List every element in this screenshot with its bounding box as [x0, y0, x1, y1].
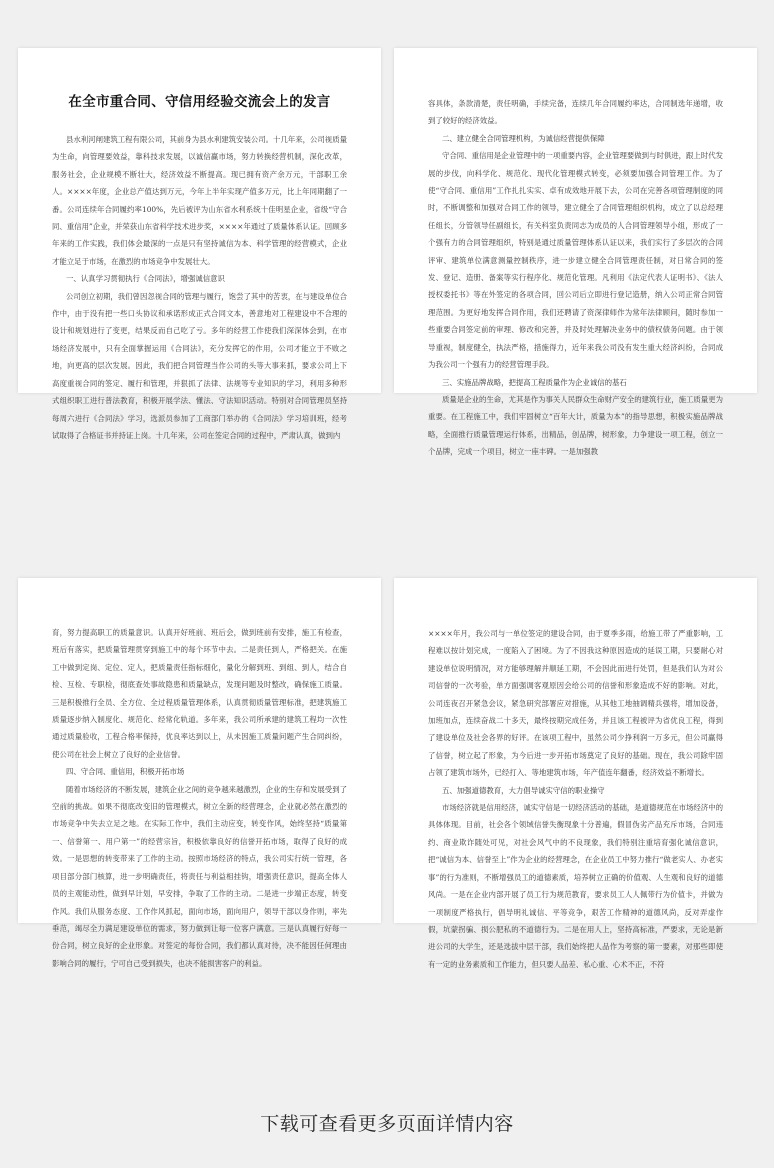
paragraph: 公司创立初期，我们曾因忽视合同的管理与履行，饱尝了其中的苦衷，在与建设单位合作中，由于没有把一些口头协议和承诺形成正式合同文本，善意地对工程建设中不合理的设计和规划进行了变更，结果反而自己吃了亏。多年的经营工作使我们深深体会到，在市场经济发展中，只有全面掌握运用《合同法》，充分发挥它的作用，公司才能立于不败之地，向更高的层次发展。因此，我们把合同管理当作公司的头等大事来抓，要求公司上下高度重视合同的签定、履行和管理，并狠抓了法律、法规等专业知识的学习，利用多种形式组织职工进行普法教育，积极开展学法、懂法、守法知识活动。特别对合同管理员坚持每周六进行《合同法》学习，选派员参加了工商部门举办的《合同法》学习培训班，经考试取得了合格证书并持证上岗。十几年来，公司在签定合同的过程中，严肃认真，做到内 — [52, 291, 347, 440]
section-heading: 一、认真学习贯彻执行《合同法》，增强诚信意识 — [66, 274, 225, 284]
document-page-4 — [394, 578, 757, 969]
paragraph: 市场经济就是信用经济，诚实守信是一切经济活动的基础，是道德规范在市场经济中的具体体现。目前，社会各个领域信誉失衡现象十分普遍，假冒伪劣产品充斥市场，合同违约、商业欺诈随处可见，对社会风气中的不良现象，我们特别注重培育强化诚信意识，把“诚信为本、信誉至上”作为企业的经营理念，在企业员工中努力推行“做老实人、办老实事”的行为准则，不断增强员工的道德素质，培养树立正确的价值观、人生观和良好的道德风尚。一是在企业内部开展了员工行为规范教育，要求员工人人佩带行为价值卡，并做为一项制度严格执行，倡导明礼诚信、平等竞争，艰苦工作精神的道德风尚，反对弄虚作假，坑蒙拐骗、损公肥私的不道德行为。二是在用人上，坚持高标准，严要求，无论是新进公司的大学生，还是选拔中层干部，我们始终把人品作为考察的第一要素，对那些即使有一定的业务素质和工作能力，但只要人品差、私心重、心术不正，不符 — [428, 803, 723, 969]
paragraph: 守合同、重信用是企业管理中的一项重要内容，企业管理要做到与时俱进，跟上时代发展的步伐，向科学化、规范化、现代化管理模式转变，必须要加强合同管理工作。为了使“守合同、重信用”工作扎扎实实、卓有成效地开展下去，公司在完善各项管理制度的同时，不断调整和加强对合同工作的领导，建立健全了合同管理组织机构，成立了以总经理任组长，分管领导任副组长，有关科室负责同志为成员的人合同管理领导小组，形成了一个强有力的合同管理组织，特别是通过质量管理体系认证以来，我们实行了多层次的合同评审、建筑单位满意测量控制秩序，进一步建立健全合同管理责任制，对日常合同的签发、登记、造册、备案等实行程序化、规范化管理。凡利用《法定代表人证明书》、《法人授权委托书》等在外签定的各项合同，回公司后立即进行登记造册，纳入公司正常合同管理范围。为更好地发挥合同作用，我们还聘请了资深律师作为常年法律顾问，随时参加一些重要合同签定前的审理、修改和完善，并及时处理解决业务中的债权债务问题。由于领导重视，制度健全，执法严格，措施得力，近年来我公司没有发生重大经济纠纷，合同成为我公司一个强有力的经营管理手段。 — [428, 151, 723, 370]
section-heading: 三、实施品牌战略，把提高工程质量作为企业诚信的基石 — [442, 377, 627, 387]
document-page-3 — [18, 578, 381, 968]
document-page-2 — [394, 48, 757, 457]
paragraph: 育，努力提高职工的质量意识。认真开好班前、班后会，做到班前有安排，施工有检查，班后有落实，把质量管理贯穿到施工中的每个环节中去。二是责任到人，严格把关。在施工中做到定岗、定位、定人，把质量责任指标细化，量化分解到班、到组、到人，结合自检、互检、专职检，彻底查处事故隐患和质量缺点，发现问题及时整改，确保施工质量。三是积极推行全员、全方位、全过程质量管理体系，认真贯彻质量管理标准，把建筑施工质量逐步纳入制度化、规范化、经常化轨道。多年来，我公司所承建的建筑工程均一次性通过质量验收，工程合格率保持，优良率达到以上，从未因施工质量问题产生合同纠纷，使公司在社会上树立了良好的企业信誉。 — [52, 628, 347, 759]
paragraph: 县水利河闸建筑工程有限公司，其前身为县水利建筑安装公司。十几年来，公司视质量为生命，向管理要效益，靠科技求发展，以诚信赢市场，努力转换经营机制，深化改革，服务社会，企业规模不断壮大，经济效益不断提高。现已拥有资产余万元，干部职工余人。××××年度，企业总产值达到万元，今年上半年实现产值多万元，比上年同期翻了一番。公司连续年合同履约率100%，先后被评为山东省水利系统十佳明星企业，省级“守合同、重信用”企业，并荣获山东省科学技术进步奖，××××年通过了质量体系认证。回顾多年来的工作实践，我们体会最深的一点是只有坚持诚信为本、科学管理的经营模式，企业才能立足于市场，在激烈的市场竞争中发展壮大。 — [52, 135, 347, 266]
paragraph: 容具体，条款清楚，责任明确，手续完备，连续几年合同履约率达，合同制选年递增，收到了较好的经济效益。 — [428, 99, 723, 126]
paragraph: ××××年月，我公司与一单位签定的建设合同，由于夏季多雨，给施工带了严重影响，工程难以按计划完成，一度陷入了困境。为了不因我这种原因造成的延误工期，只要耐心对建设单位说明情况，对方能够理解并顺延工期，不会因此而进行处罚，但是我们认为对公司信誉的一次考验，单方面强调客观原因会给公司的信誉和形象造成不好的影响。对此，公司连夜召开紧急会议，紧急研究部署应对措施，从其他工地抽调精兵强将，增加设备，加班加点，连续奋战二十多天，最终按期完成任务，并且该工程被评为省优良工程，得到了建设单位及社会各界的好评。在该项工程中，虽然公司少挣利润一万多元，但公司赢得了信誉，树立起了形象，为今后进一步开拓市场奠定了良好的基础。现在，我公司除牢固占领了建筑市场外，已经打入、等地建筑市场，年产值连年翻番，经济效益不断增长。 — [428, 629, 723, 778]
paragraph: 质量是企业的生命，尤其是作为事关人民群众生命财产安全的建筑行业，施工质量更为重要。在工程施工中，我们牢固树立“百年大计，质量为本”的指导思想，积极实施品牌战略，全面推行质量管理运行体系，出精品，创品牌，树形象，力争建设一项工程，创立一个品牌，完成一个项目，树立一座丰碑。一是加强教 — [428, 394, 723, 457]
paragraph: 随着市场经济的不断发展，建筑企业之间的竞争越来越激烈，企业的生存和发展受到了空前的挑战。如果不彻底改变旧的管理模式，树立全新的经营理念，企业就必然在激烈的市场竞争中失去立足之地。在实际工作中，我们主动应变，转变作风，始终坚持“质量第一、信誉第一、用户第一”的经营宗旨，积极依靠良好的信誉开拓市场，取得了良好的成效。一是思想的转变带来了工作的主动。按照市场经济的特点，我公司实行统一管理，各项目部分部门核算，进一步明确责任，将责任与利益相挂钩，增强责任意识，提高全体人员的主观能动性，做到早计划，早安排，争取了工作的主动。二是进一步端正态度，转变作风。我们从服务态度、工作作风抓起，面向市场，面向用户，领导干部以身作则，率先垂范，竭尽全力满足建设单位的需求，努力做到让每一位客户满意。三是认真履行好每一份合同，树立良好的企业形象。对签定的每份合同，我们都认真对待，决不能因任何理由影响合同的履行，宁可自己受到损失，也决不能损害客户的利益。 — [52, 784, 347, 968]
document-page-1 — [18, 48, 381, 440]
document-title: 在全市重合同、守信用经验交流会上的发言 — [68, 94, 331, 110]
section-heading: 二、建立健全合同管理机构，为诚信经营提供保障 — [442, 133, 605, 143]
download-prompt-link[interactable]: 下载可查看更多页面详情内容 — [260, 1113, 514, 1135]
section-heading: 四、守合同、重信用，积极开拓市场 — [66, 767, 185, 777]
section-heading: 五、加强道德教育，大力倡导诚实守信的职业操守 — [442, 785, 605, 795]
